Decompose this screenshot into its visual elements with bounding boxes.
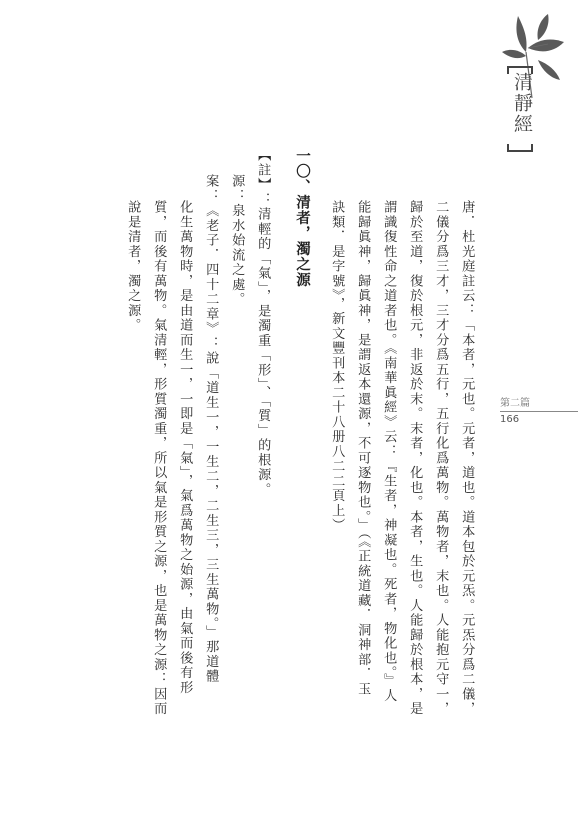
text-column: 訣類．是字號》，新文豐刊本二十八册八二二頁上）: [329, 200, 345, 533]
note-column: 質，而後有萬物。氣清輕，形質濁重，所以氣是形質之源，也是萬物之源：因而: [151, 200, 167, 717]
page-label: 第二篇: [500, 398, 530, 409]
note-column: 說是清者，濁之源。: [125, 200, 141, 333]
text-column: 二儀分爲三才，三才分爲五行，五行化爲萬物。萬物者，末也。人能抱元守一，: [433, 200, 449, 717]
note-column: 源：泉水始流之處。: [229, 174, 245, 307]
section-heading: 一〇、清者，濁之源: [294, 148, 310, 288]
note-column: 【註】：清輕的「氣」，是濁重「形」、「質」的根源。: [255, 148, 271, 497]
title-bracket-bottom: [507, 144, 533, 152]
page-number: 166: [500, 414, 520, 425]
text-column: 歸於至道，復於根元，非返於末。末者，化也。本者，生也。人能歸於根本，是: [407, 200, 423, 717]
text-column: 謂識復性命之道者也。《南華眞經》云：『生者，神凝也。死者，物化也。』人: [381, 200, 397, 704]
page-number-block: [500, 394, 578, 425]
text-column: 唐．杜光庭註云：「本者，元也。元者，道也。道本包於元炁。元炁分爲二儀，: [459, 200, 475, 717]
section-title: 清靜經: [511, 72, 533, 135]
note-column: 化生萬物時，是由道而生一，一即是「氣」，氣爲萬物之始源，由氣而後有形: [177, 200, 193, 695]
text-column: 能歸眞神，歸眞神，是謂返本還源，不可逐物也。」（《正統道藏．洞神部．玉: [355, 200, 371, 697]
note-column: 案：《老子．四十二章》：說「道生一，一生二，二生三，三生萬物。」那道體: [203, 174, 219, 684]
page-rule: [500, 411, 578, 412]
